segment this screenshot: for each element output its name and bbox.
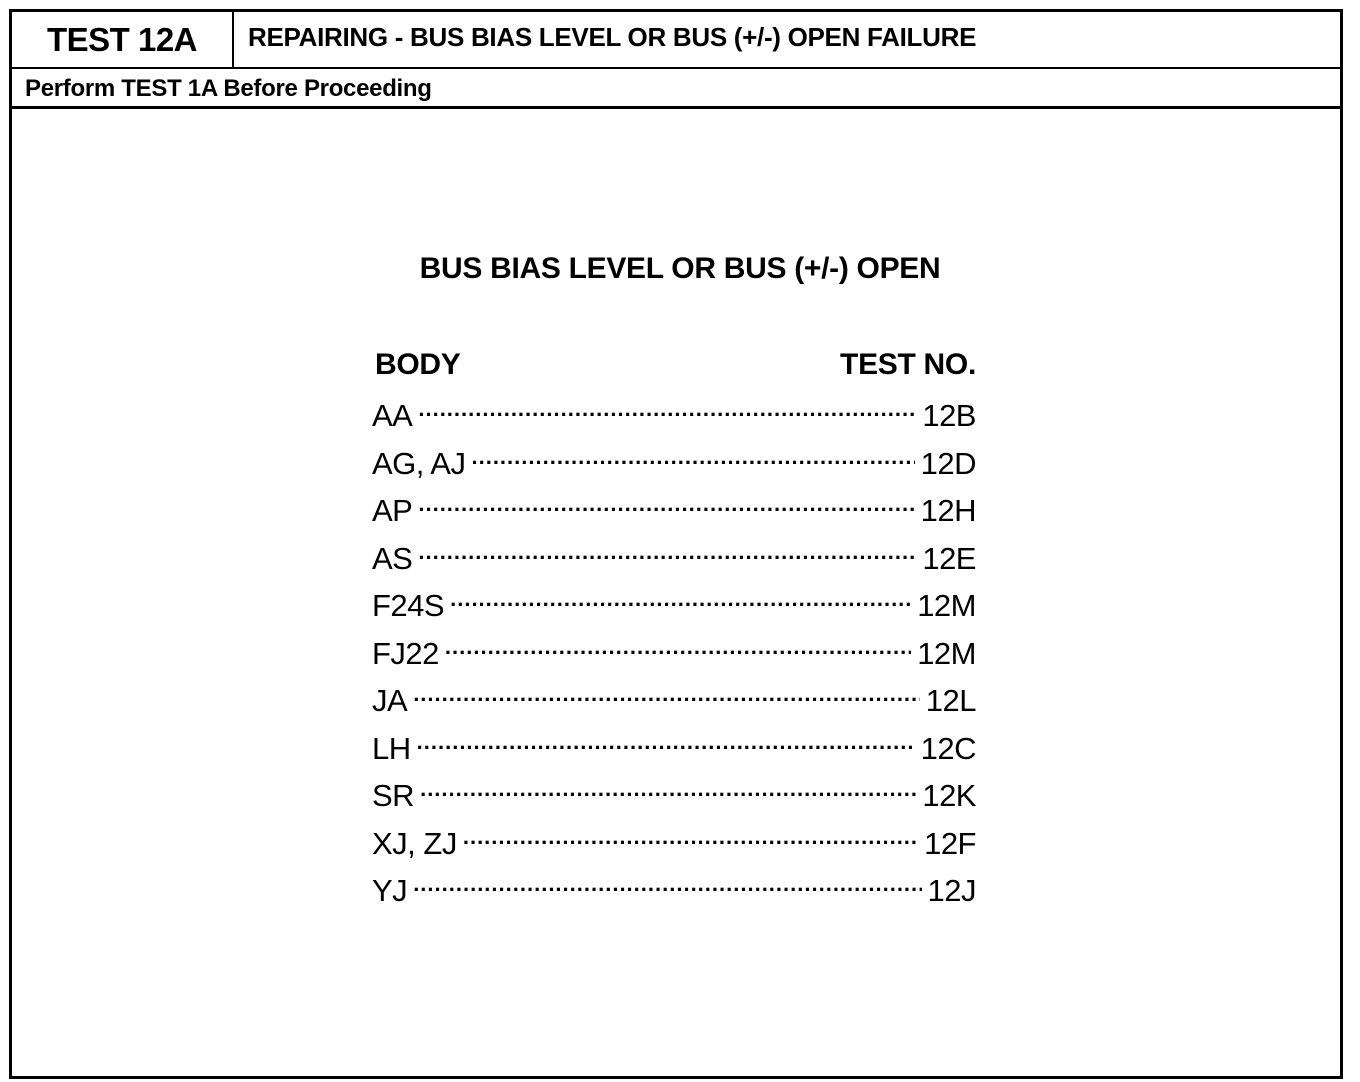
test-number: 12L xyxy=(925,683,976,718)
table-row xyxy=(372,434,976,482)
dot-leader xyxy=(445,624,911,664)
prerequisite-row xyxy=(12,69,1340,109)
dot-leader xyxy=(413,861,921,901)
dot-leader xyxy=(463,814,918,854)
table-row xyxy=(372,671,976,719)
table-row xyxy=(372,861,976,909)
dot-leader xyxy=(418,481,914,521)
column-header-body: BODY xyxy=(375,348,461,381)
dot-leader xyxy=(413,671,920,711)
table-row xyxy=(372,814,976,862)
body-code: LH xyxy=(372,730,411,766)
table-row xyxy=(372,576,976,624)
body-code: AS xyxy=(372,540,413,576)
body-code: JA xyxy=(372,683,408,718)
test-title: REPAIRING - BUS BIAS LEVEL OR BUS (+/-) OPEN FAILURE xyxy=(248,22,977,52)
dot-leader xyxy=(471,434,914,474)
table-row xyxy=(372,386,976,434)
test-number: 12K xyxy=(922,778,976,813)
dot-leader xyxy=(418,529,916,569)
test-number: 12D xyxy=(920,445,976,481)
table-row xyxy=(372,624,976,672)
table-row xyxy=(372,719,976,767)
table-row xyxy=(372,529,976,577)
test-number: 12H xyxy=(920,493,976,528)
body-code: XJ, ZJ xyxy=(372,825,457,861)
table-header xyxy=(372,348,976,386)
body-code: FJ22 xyxy=(372,635,439,671)
test-number: 12M xyxy=(917,588,976,623)
test-id-label: TEST 12A xyxy=(12,12,234,67)
dot-leader xyxy=(450,576,911,616)
test-number: 12J xyxy=(927,873,976,908)
test-number: 12E xyxy=(922,540,976,576)
header-row xyxy=(12,12,1340,69)
body-code: AA xyxy=(372,398,413,433)
body-code: AP xyxy=(372,493,413,528)
table-row xyxy=(372,766,976,814)
dot-leader xyxy=(417,719,915,759)
body-code: YJ xyxy=(372,873,408,908)
dot-leader xyxy=(418,386,916,426)
body-test-table xyxy=(372,348,976,909)
test-number: 12C xyxy=(920,730,976,766)
test-number: 12F xyxy=(924,825,976,861)
test-number: 12B xyxy=(922,398,976,433)
body-code: AG, AJ xyxy=(372,445,466,481)
dot-leader xyxy=(420,766,916,806)
test-number: 12M xyxy=(917,635,976,671)
prerequisite-text: Perform TEST 1A Before Proceeding xyxy=(25,75,432,102)
body-code: F24S xyxy=(372,588,445,623)
body-code: SR xyxy=(372,778,415,813)
table-rows xyxy=(372,386,976,909)
column-header-test-no: TEST NO. xyxy=(840,348,976,381)
section-title: BUS BIAS LEVEL OR BUS (+/-) OPEN xyxy=(419,252,941,285)
table-row xyxy=(372,481,976,529)
